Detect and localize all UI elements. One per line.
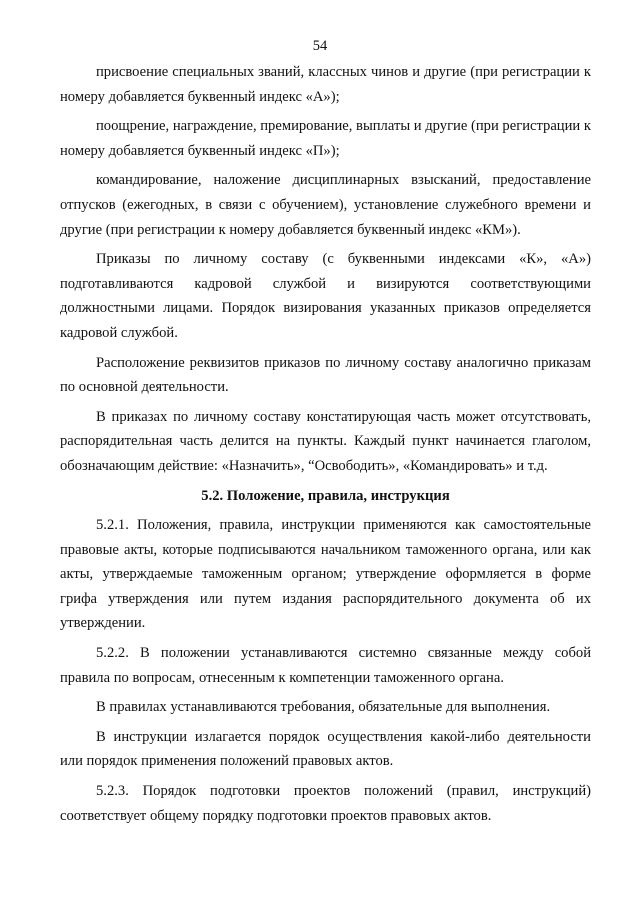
paragraph-instruction: В инструкции излагается порядок осуществления какой-либо деятельности или порядок применения положений правовых актов. [60,728,591,770]
paragraph-order-structure: В приказах по личному составу констатирующая часть может отсутствовать, распорядительная часть делится на пункты. Каждый пункт начинается глаголом, обозначающим действие: «Назначить», “Освободить», «Командировать» и т.д. [60,408,591,474]
section-heading: 5.2. Положение, правила, инструкция [201,487,450,504]
paragraph-rewards: поощрение, награждение, премирование, выплаты и другие (при регистрации к номеру добавляется буквенный индекс «П»); [60,118,591,159]
paragraph-requisites-layout: Расположение реквизитов приказов по личному составу аналогично приказам по основной деятельности. [60,354,591,396]
paragraph-rules: В правилах устанавливаются требования, обязательные для выполнения. [96,699,551,716]
page-number: 54 [312,38,328,54]
paragraph-business-trips: командирование, наложение дисциплинарных взысканий, предоставление отпусков (ежегодных, в связи с обучением), установление служебного времени и другие (при регистрации к номеру добавляется буквенный индекс «КМ»). [60,172,591,238]
paragraph-special-ranks: присвоение специальных званий, классных чинов и другие (при регистрации к номеру добавляется буквенный индекс «А»); [60,64,591,105]
paragraph-personnel-orders: Приказы по личному составу (с буквенными индексами «К», «А») подготавливаются кадровой службой и визируются соответствующими должностными лицами. Порядок визирования указанных приказов определяется кадровой службой. [60,251,591,341]
paragraph-5-2-3: 5.2.3. Порядок подготовки проектов положений (правил, инструкций) соответствует общему порядку подготовки проектов правовых актов. [60,783,591,824]
paragraph-5-2-2: 5.2.2. В положении устанавливаются системно связанные между собой правила по вопросам, отнесенным к компетенции таможенного органа. [60,645,591,686]
paragraph-5-2-1: 5.2.1. Положения, правила, инструкции применяются как самостоятельные правовые акты, которые подписываются начальником таможенного органа, или как акты, утверждаемые таможенным органом; утверждение оформляется в форме грифа утверждения или путем издания распорядительного документа об их утверждении. [60,517,591,632]
page-content [60,60,591,833]
